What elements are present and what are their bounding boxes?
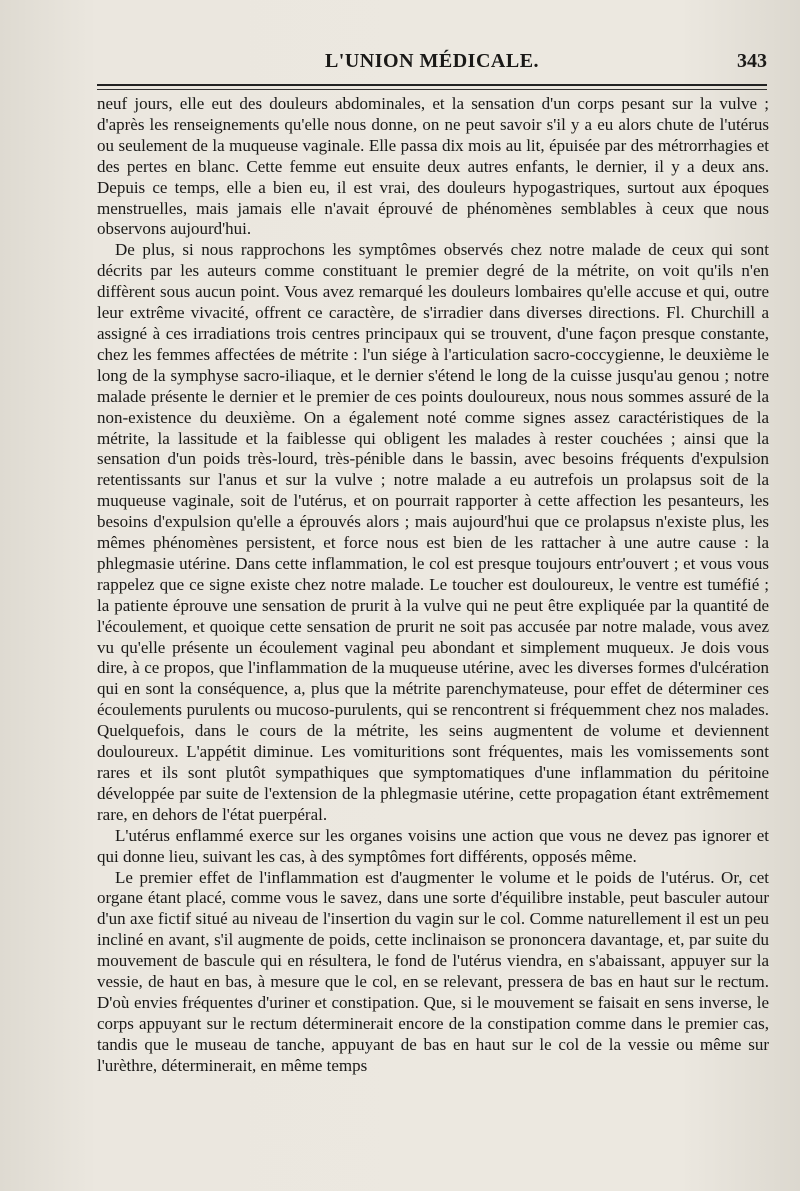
- paragraph: De plus, si nous rapprochons les symptômes observés chez notre malade de ceux qui sont décrits par les auteurs comme constituant le premier degré de la métrite, on voit qu'ils n'en diffèrent sous aucun point. Vous avez remarqué les douleurs lombaires qu'elle accuse et qui, outre leur extrême vivacité, offrent ce caractère, de s'irradier dans diverses directions. Fl. Churchill a assigné à ces irradiations trois centres principaux qui se trouvent, d'une façon presque constante, chez les femmes affectées de métrite : l'un siége à l'articulation sacro-coccygienne, le deuxième le long de la symphyse sacro-iliaque, et le dernier s'étend le long de la cuisse jusqu'au genou ; notre malade présente le dernier et le premier de ces points douloureux, nous nous sommes assuré de la non-existence du deuxième. On a également noté comme signes assez caractéristiques de la métrite, la lassitude et la faiblesse qui obligent les malades à rester couchées ; ainsi que la sensation d'un poids très-lourd, très-pénible dans le bassin, avec besoins fréquents d'expulsion retentissants sur l'anus et sur la vulve ; notre malade a eu autrefois un prolapsus soit de la muqueuse vaginale, soit de l'utérus, et on pourrait rapporter à cette affection les pesanteurs, les besoins d'expulsion qu'elle a éprouvés alors ; mais aujourd'hui que ce prolapsus n'existe plus, les mêmes phénomènes persistent, et force nous est bien de les rattacher à une autre cause : la phlegmasie utérine. Dans cette inflammation, le col est presque toujours entr'ouvert ; et vous vous rappelez que ce signe existe chez notre malade. Le toucher est douloureux, le ventre est tuméfié ; la patiente éprouve une sensation de prurit à la vulve qui ne peut être expliquée par la quantité de l'écoulement, et quoique cette sensation de prurit ne soit pas accusée par notre malade, vous avez vu qu'elle présente un écoulement vaginal peu abondant et simplement muqueux. Je dois vous dire, à ce propos, que l'inflammation de la muqueuse utérine, avec les diverses formes d'ulcération qui en sont la conséquence, a, plus que la métrite parenchymateuse, pour effet de déterminer ces écoulements purulents ou mucoso-purulents, qui se rencontrent si fréquemment chez nos malades. Quelquefois, dans le cours de la métrite, les seins augmentent de volume et deviennent douloureux. L'appétit diminue. Les vomituritions sont fréquentes, mais les vomissements sont rares et ils sont plutôt sympathiques que symptomatiques d'une inflammation du péritoine développée par suite de l'extension de la phlegmasie utérine, cette propagation étant extrêmement rare, en dehors de l'état puerpéral.: [97, 240, 769, 824]
- page-number: 343: [737, 50, 767, 72]
- header-rule: [97, 84, 767, 90]
- paragraph: neuf jours, elle eut des douleurs abdominales, et la sensation d'un corps pesant sur la vulve ; d'après les renseignements qu'elle nous donne, on ne peut savoir s'il y a eu alors chute de l'utérus ou seulement de la muqueuse vaginale. Elle passa dix mois au lit, épuisée par des métrorrhagies et des pertes en blanc. Cette femme eut ensuite deux autres enfants, le dernier, il y a deux ans. Depuis ce temps, elle a bien eu, il est vrai, des douleurs hypogastriques, surtout aux époques menstruelles, mais jamais elle n'avait éprouvé de phénomènes semblables à ceux que nous observons aujourd'hui.: [97, 94, 769, 239]
- running-title: L'UNION MÉDICALE.: [324, 50, 540, 72]
- paragraph: L'utérus enflammé exerce sur les organes voisins une action que vous ne devez pas ignorer et qui donne lieu, suivant les cas, à des symptômes fort différents, opposés même.: [97, 825, 769, 866]
- page-header: [97, 50, 767, 80]
- paragraph: Le premier effet de l'inflammation est d'augmenter le volume et le poids de l'utérus. Or, cet organe étant placé, comme vous le savez, dans une sorte d'équilibre instable, peut basculer autour d'un axe fictif situé au niveau de l'insertion du vagin sur le col. Comme naturellement il est un peu incliné en avant, s'il augmente de poids, cette inclinaison se prononcera davantage, et, par suite du mouvement de bascule qui en résultera, le fond de l'utérus viendra, en s'abaissant, appuyer sur la vessie, de haut en bas, à mesure que le col, en se relevant, pressera de bas en haut sur le rectum. D'où envies fréquentes d'uriner et constipation. Que, si le mouvement se faisait en sens inverse, le corps appuyant sur le rectum déterminerait encore de la constipation comme dans le premier cas, tandis que le museau de tanche, appuyant de bas en haut sur le col de la vessie ou même sur l'urèthre, déterminerait, en même temps: [97, 867, 769, 1075]
- body-text: [97, 94, 769, 1077]
